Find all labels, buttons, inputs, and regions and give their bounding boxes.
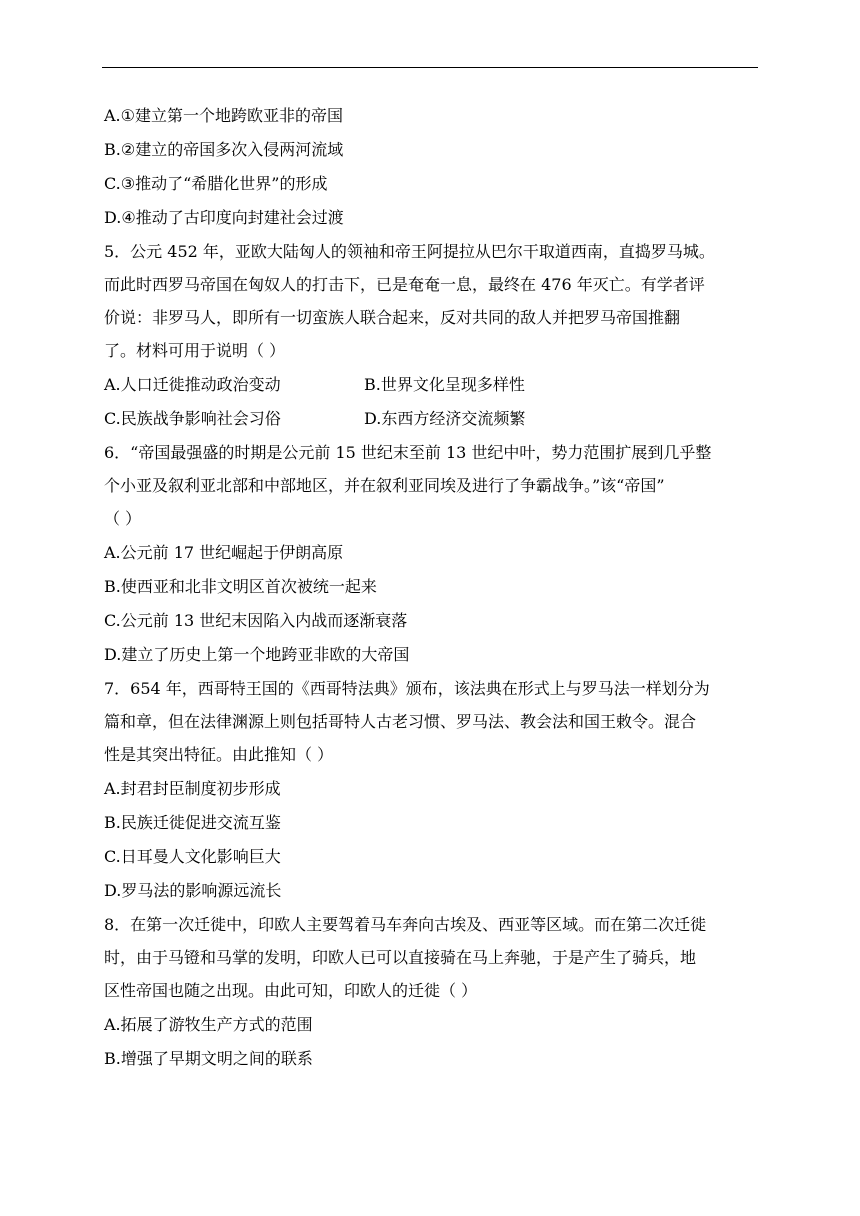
q7-option-d: D.罗马法的影响源远流长 <box>104 881 282 900</box>
q5-option-c: C.民族战争影响社会习俗 <box>104 409 281 428</box>
q6-option-d: D.建立了历史上第一个地跨亚非欧的大帝国 <box>104 645 410 664</box>
q4-option-b: B.②建立的帝国多次入侵两河流域 <box>104 140 344 159</box>
q6-option-c: C.公元前 13 世纪末因陷入内战而逐渐衰落 <box>104 611 408 630</box>
q6-stem-line: 6．“帝国最强盛的时期是公元前 15 世纪末至前 13 世纪中叶，势力范围扩展到几乎整 <box>104 443 712 462</box>
q4-option-d: D.④推动了古印度向封建社会过渡 <box>104 208 344 227</box>
q7-option-a: A.封君封臣制度初步形成 <box>104 779 281 798</box>
q8-stem-line: 时，由于马镫和马掌的发明，印欧人已可以直接骑在马上奔驰，于是产生了骑兵，地 <box>104 948 697 967</box>
q7-option-b: B.民族迁徙促进交流互鉴 <box>104 813 281 832</box>
q8-stem-line: 区性帝国也随之出现。由此可知，印欧人的迁徙（ ） <box>104 981 478 1000</box>
q5-stem-line: 而此时西罗马帝国在匈奴人的打击下，已是奄奄一息，最终在 476 年灭亡。有学者评 <box>104 275 705 294</box>
q6-stem-line: 个小亚及叙利亚北部和中部地区，并在叙利亚同埃及进行了争霸战争。”该“帝国” <box>104 476 665 495</box>
q5-option-d: D.东西方经济交流频繁 <box>364 409 526 428</box>
q8-option-a: A.拓展了游牧生产方式的范围 <box>104 1015 313 1034</box>
q7-stem-line: 7．654 年，西哥特王国的《西哥特法典》颁布，该法典在形式上与罗马法一样划分为 <box>104 679 710 698</box>
q6-option-b: B.使西亚和北非文明区首次被统一起来 <box>104 577 377 596</box>
q8-option-b: B.增强了早期文明之间的联系 <box>104 1049 313 1068</box>
header-rule <box>102 67 758 68</box>
q6-option-a: A.公元前 17 世纪崛起于伊朗高原 <box>104 543 344 562</box>
q7-option-c: C.日耳曼人文化影响巨大 <box>104 847 281 866</box>
q4-option-c: C.③推动了“希腊化世界”的形成 <box>104 174 328 193</box>
q5-stem-line: 价说：非罗马人，即所有一切蛮族人联合起来，反对共同的敌人并把罗马帝国推翻 <box>104 308 681 327</box>
q5-stem-line: 5．公元 452 年，亚欧大陆匈人的领袖和帝王阿提拉从巴尔干取道西南，直捣罗马城。 <box>104 242 715 261</box>
q8-stem-line: 8．在第一次迁徙中，印欧人主要驾着马车奔向古埃及、西亚等区域。而在第二次迁徙 <box>104 915 707 934</box>
q5-option-a: A.人口迁徙推动政治变动 <box>104 375 281 394</box>
q7-stem-line: 篇和章，但在法律渊源上则包括哥特人古老习惯、罗马法、教会法和国王敕令。混合 <box>104 712 697 731</box>
q7-stem-line: 性是其突出特征。由此推知（ ） <box>104 745 334 764</box>
q5-option-b: B.世界文化呈现多样性 <box>364 375 525 394</box>
q6-stem-line: （ ） <box>104 509 142 528</box>
q4-option-a: A.①建立第一个地跨欧亚非的帝国 <box>104 106 343 125</box>
q5-stem-line: 了。材料可用于说明（ ） <box>104 341 286 360</box>
